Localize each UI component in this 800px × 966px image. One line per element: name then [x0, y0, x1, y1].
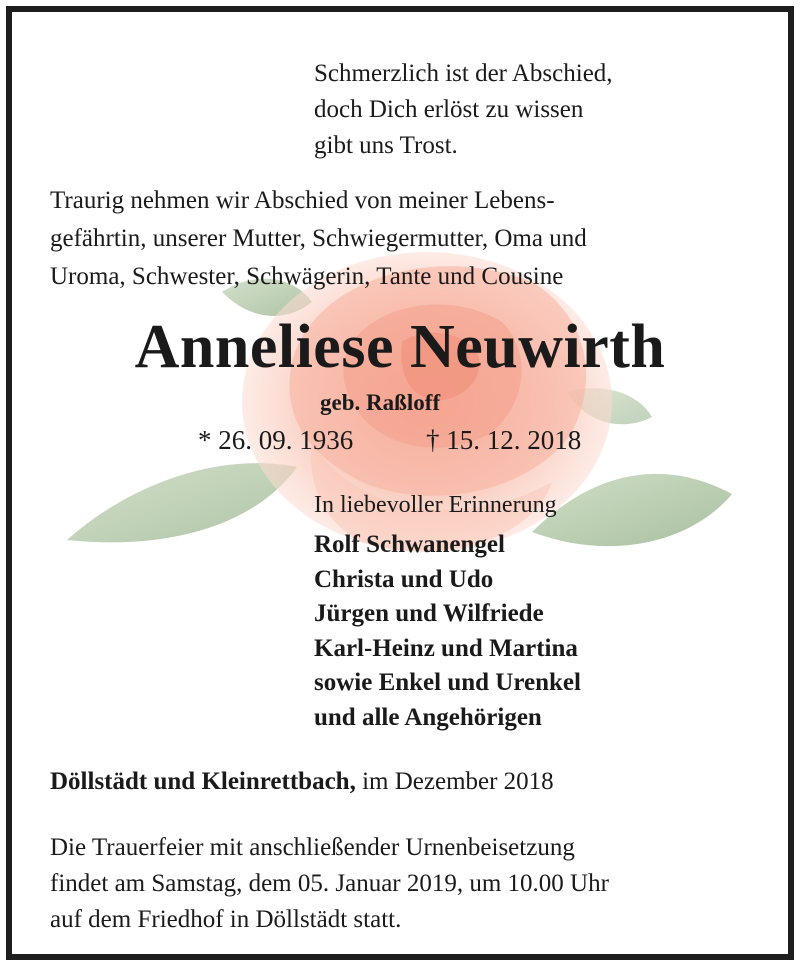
funeral-line: auf dem Friedhof in Döllstädt statt. [50, 906, 402, 933]
death-date: † 15. 12. 2018 [426, 425, 582, 455]
intro-line: Uroma, Schwester, Schwägerin, Tante und Cousine [50, 263, 564, 290]
deceased-name: Anneliese Neuwirth [134, 313, 666, 381]
intro-line: Traurig nehmen wir Abschied von meiner Lebens- [50, 187, 555, 214]
verse [314, 56, 613, 164]
birth-name: geb. Raßloff [320, 390, 441, 415]
intro-line: gefährtin, unserer Mutter, Schwiegermutter, Oma und [50, 225, 587, 252]
mourner-entry: Christa und Udo [314, 565, 494, 593]
mourner-entry: sowie Enkel und Urenkel [314, 669, 581, 696]
verse-line: gibt uns Trost. [314, 132, 458, 159]
verse-line: doch Dich erlöst zu wissen [314, 96, 584, 123]
mourner-entry: Karl-Heinz und Martina [314, 634, 578, 662]
date-text: im Dezember 2018 [362, 768, 554, 795]
mourner-entry: Jürgen und Wilfriede [314, 600, 544, 627]
place-name: Döllstädt und Kleinrettbach, [50, 768, 356, 795]
birth-date: * 26. 09. 1936 [198, 425, 354, 455]
funeral-notice [50, 830, 756, 938]
mourners-list [314, 528, 581, 735]
leaf-shape [67, 463, 297, 542]
obituary-frame [6, 6, 794, 960]
mourner-entry: Rolf Schwanengel [314, 531, 505, 558]
verse-line: Schmerzlich ist der Abschied, [314, 60, 613, 87]
intro-text [50, 182, 756, 296]
funeral-line: findet am Samstag, dem 05. Januar 2019, um 10.00 Uhr [50, 870, 609, 897]
memory-line: In liebevoller Erinnerung [314, 492, 557, 518]
mourner-entry: und alle Angehörigen [314, 703, 542, 731]
funeral-line: Die Trauerfeier mit anschließender Urnenbeisetzung [50, 834, 575, 861]
place-date-line [50, 768, 554, 796]
